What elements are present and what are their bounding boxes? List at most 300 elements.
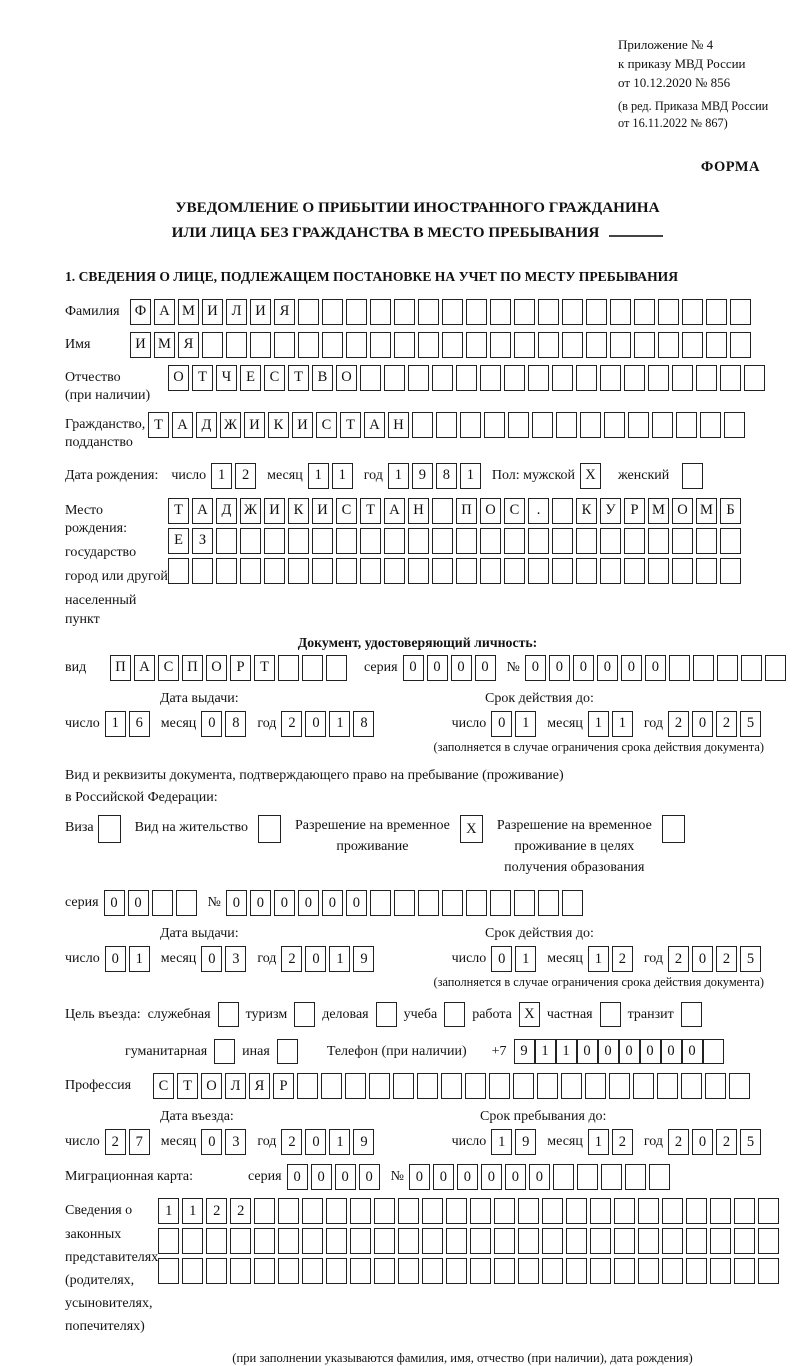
char-box[interactable]: 0 [250, 890, 271, 916]
char-box[interactable]: 0 [335, 1164, 356, 1190]
char-box[interactable]: 2 [281, 946, 302, 972]
char-box[interactable]: 5 [740, 1129, 761, 1155]
char-box[interactable] [298, 299, 319, 325]
char-box[interactable]: 6 [129, 711, 150, 737]
char-box[interactable] [706, 332, 727, 358]
char-box[interactable] [176, 890, 197, 916]
char-box[interactable] [312, 558, 333, 584]
char-box[interactable]: Р [273, 1073, 294, 1099]
char-box[interactable]: 0 [481, 1164, 502, 1190]
char-box[interactable] [374, 1258, 395, 1284]
char-box[interactable]: 0 [305, 1129, 326, 1155]
char-box[interactable]: Б [720, 498, 741, 524]
char-box[interactable] [681, 1002, 702, 1027]
char-box[interactable]: Д [216, 498, 237, 524]
char-box[interactable]: А [154, 299, 175, 325]
char-box[interactable]: 0 [692, 1129, 713, 1155]
char-box[interactable] [562, 299, 583, 325]
char-box[interactable] [566, 1228, 587, 1254]
char-box[interactable] [662, 1228, 683, 1254]
char-box[interactable] [168, 558, 189, 584]
char-box[interactable]: Ф [130, 299, 151, 325]
char-box[interactable] [369, 1073, 390, 1099]
char-box[interactable]: 1 [460, 463, 481, 489]
char-box[interactable] [706, 299, 727, 325]
char-box[interactable]: Т [360, 498, 381, 524]
char-box[interactable]: 1 [612, 711, 633, 737]
char-box[interactable] [216, 558, 237, 584]
char-box[interactable] [669, 655, 690, 681]
char-box[interactable] [278, 1228, 299, 1254]
char-box[interactable]: Р [624, 498, 645, 524]
char-box[interactable] [360, 558, 381, 584]
char-box[interactable] [693, 655, 714, 681]
char-box[interactable] [638, 1198, 659, 1224]
char-box[interactable] [336, 558, 357, 584]
char-box[interactable]: А [192, 498, 213, 524]
char-box[interactable]: Я [249, 1073, 270, 1099]
char-box[interactable] [470, 1258, 491, 1284]
char-box[interactable] [672, 365, 693, 391]
char-box[interactable] [489, 1073, 510, 1099]
char-box[interactable]: 1 [535, 1039, 556, 1064]
char-box[interactable] [532, 412, 553, 438]
char-box[interactable]: 0 [645, 655, 666, 681]
char-box[interactable] [418, 299, 439, 325]
char-box[interactable]: 0 [409, 1164, 430, 1190]
char-box[interactable] [274, 332, 295, 358]
char-box[interactable] [633, 1073, 654, 1099]
char-box[interactable] [538, 890, 559, 916]
char-box[interactable] [417, 1073, 438, 1099]
char-box[interactable] [442, 332, 463, 358]
char-box[interactable] [624, 365, 645, 391]
char-box[interactable] [553, 1164, 574, 1190]
char-box[interactable]: 1 [105, 711, 126, 737]
char-box[interactable]: Я [274, 299, 295, 325]
char-box[interactable] [384, 558, 405, 584]
char-box[interactable]: 0 [692, 946, 713, 972]
char-box[interactable]: 2 [668, 946, 689, 972]
char-box[interactable]: 9 [353, 946, 374, 972]
char-box[interactable] [494, 1198, 515, 1224]
char-box[interactable] [586, 332, 607, 358]
char-box[interactable] [254, 1228, 275, 1254]
char-box[interactable] [436, 412, 457, 438]
char-box[interactable] [494, 1228, 515, 1254]
char-box[interactable]: С [153, 1073, 174, 1099]
char-box[interactable] [240, 558, 261, 584]
char-box[interactable] [480, 558, 501, 584]
char-box[interactable] [408, 558, 429, 584]
char-box[interactable] [278, 1198, 299, 1224]
char-box[interactable]: 1 [329, 1129, 350, 1155]
char-box[interactable] [490, 299, 511, 325]
char-box[interactable] [576, 528, 597, 554]
char-box[interactable] [552, 365, 573, 391]
char-box[interactable] [528, 365, 549, 391]
char-box[interactable] [730, 299, 751, 325]
char-box[interactable] [649, 1164, 670, 1190]
char-box[interactable] [734, 1198, 755, 1224]
char-box[interactable]: 0 [661, 1039, 682, 1064]
char-box[interactable]: 0 [346, 890, 367, 916]
char-box[interactable] [710, 1228, 731, 1254]
char-box[interactable] [514, 299, 535, 325]
char-box[interactable]: А [172, 412, 193, 438]
char-box[interactable] [580, 412, 601, 438]
char-box[interactable]: П [110, 655, 131, 681]
char-box[interactable]: 8 [225, 711, 246, 737]
char-box[interactable]: О [336, 365, 357, 391]
char-box[interactable]: . [528, 498, 549, 524]
char-box[interactable] [508, 412, 529, 438]
char-box[interactable] [460, 412, 481, 438]
char-box[interactable] [302, 1198, 323, 1224]
char-box[interactable]: 0 [201, 711, 222, 737]
char-box[interactable] [676, 412, 697, 438]
char-box[interactable] [624, 558, 645, 584]
char-box[interactable]: 0 [451, 655, 472, 681]
char-box[interactable]: 8 [353, 711, 374, 737]
char-box[interactable]: 0 [311, 1164, 332, 1190]
char-box[interactable]: 0 [525, 655, 546, 681]
char-box[interactable]: П [182, 655, 203, 681]
char-box[interactable]: 2 [716, 946, 737, 972]
char-box[interactable] [278, 1258, 299, 1284]
char-box[interactable] [322, 332, 343, 358]
char-box[interactable] [254, 1258, 275, 1284]
char-box[interactable]: 0 [322, 890, 343, 916]
char-box[interactable]: 3 [225, 1129, 246, 1155]
char-box[interactable] [360, 365, 381, 391]
char-box[interactable]: С [316, 412, 337, 438]
char-box[interactable]: И [292, 412, 313, 438]
char-box[interactable]: И [244, 412, 265, 438]
char-box[interactable]: 0 [505, 1164, 526, 1190]
char-box[interactable] [158, 1258, 179, 1284]
char-box[interactable] [696, 365, 717, 391]
char-box[interactable]: А [384, 498, 405, 524]
char-box[interactable] [734, 1258, 755, 1284]
char-box[interactable] [254, 1198, 275, 1224]
char-box[interactable] [734, 1228, 755, 1254]
char-box[interactable] [322, 299, 343, 325]
char-box[interactable] [446, 1228, 467, 1254]
char-box[interactable] [258, 815, 281, 843]
char-box[interactable] [466, 890, 487, 916]
char-box[interactable]: 0 [201, 1129, 222, 1155]
char-box[interactable] [470, 1198, 491, 1224]
char-box[interactable] [638, 1258, 659, 1284]
char-box[interactable]: С [264, 365, 285, 391]
char-box[interactable] [561, 1073, 582, 1099]
char-box[interactable] [562, 890, 583, 916]
char-box[interactable] [394, 299, 415, 325]
char-box[interactable]: 1 [388, 463, 409, 489]
char-box[interactable] [98, 815, 121, 843]
char-box[interactable] [758, 1258, 779, 1284]
char-box[interactable] [686, 1228, 707, 1254]
char-box[interactable] [298, 332, 319, 358]
char-box[interactable]: М [178, 299, 199, 325]
char-box[interactable] [724, 412, 745, 438]
char-box[interactable] [609, 1073, 630, 1099]
char-box[interactable] [504, 558, 525, 584]
char-box[interactable] [408, 528, 429, 554]
char-box[interactable] [264, 558, 285, 584]
char-box[interactable] [614, 1228, 635, 1254]
char-box[interactable] [586, 299, 607, 325]
char-box[interactable] [638, 1228, 659, 1254]
char-box[interactable] [345, 1073, 366, 1099]
char-box[interactable] [657, 1073, 678, 1099]
char-box[interactable] [360, 528, 381, 554]
char-box[interactable]: Д [196, 412, 217, 438]
char-box[interactable] [484, 412, 505, 438]
char-box[interactable]: Н [408, 498, 429, 524]
char-box[interactable] [302, 1228, 323, 1254]
char-box[interactable] [456, 528, 477, 554]
char-box[interactable] [432, 498, 453, 524]
char-box[interactable]: X [460, 815, 483, 843]
char-box[interactable]: 0 [359, 1164, 380, 1190]
char-box[interactable]: О [206, 655, 227, 681]
char-box[interactable] [705, 1073, 726, 1099]
char-box[interactable] [442, 299, 463, 325]
char-box[interactable] [624, 528, 645, 554]
char-box[interactable]: 0 [491, 711, 512, 737]
char-box[interactable] [350, 1258, 371, 1284]
char-box[interactable]: С [158, 655, 179, 681]
char-box[interactable] [552, 498, 573, 524]
char-box[interactable] [226, 332, 247, 358]
char-box[interactable] [393, 1073, 414, 1099]
char-box[interactable] [590, 1198, 611, 1224]
char-box[interactable]: 1 [515, 946, 536, 972]
char-box[interactable] [297, 1073, 318, 1099]
char-box[interactable] [662, 1198, 683, 1224]
char-box[interactable] [628, 412, 649, 438]
char-box[interactable] [576, 558, 597, 584]
char-box[interactable] [398, 1258, 419, 1284]
char-box[interactable]: У [600, 498, 621, 524]
char-box[interactable]: 1 [588, 946, 609, 972]
char-box[interactable] [672, 528, 693, 554]
char-box[interactable] [720, 365, 741, 391]
char-box[interactable] [700, 412, 721, 438]
char-box[interactable] [302, 1258, 323, 1284]
char-box[interactable] [566, 1258, 587, 1284]
char-box[interactable] [394, 890, 415, 916]
char-box[interactable]: В [312, 365, 333, 391]
char-box[interactable] [730, 332, 751, 358]
char-box[interactable] [350, 1198, 371, 1224]
char-box[interactable]: 1 [332, 463, 353, 489]
char-box[interactable]: 0 [475, 655, 496, 681]
char-box[interactable]: 0 [491, 946, 512, 972]
char-box[interactable] [556, 412, 577, 438]
char-box[interactable]: Р [230, 655, 251, 681]
char-box[interactable] [370, 332, 391, 358]
char-box[interactable] [696, 558, 717, 584]
char-box[interactable] [686, 1258, 707, 1284]
char-box[interactable]: 2 [235, 463, 256, 489]
char-box[interactable] [590, 1258, 611, 1284]
char-box[interactable] [422, 1198, 443, 1224]
char-box[interactable]: 0 [549, 655, 570, 681]
char-box[interactable] [682, 463, 703, 489]
char-box[interactable] [576, 365, 597, 391]
char-box[interactable] [444, 1002, 465, 1027]
char-box[interactable]: 2 [612, 946, 633, 972]
char-box[interactable] [456, 365, 477, 391]
char-box[interactable] [614, 1198, 635, 1224]
char-box[interactable] [634, 299, 655, 325]
char-box[interactable] [600, 365, 621, 391]
char-box[interactable] [528, 528, 549, 554]
char-box[interactable]: 5 [740, 946, 761, 972]
char-box[interactable]: И [202, 299, 223, 325]
char-box[interactable]: 1 [515, 711, 536, 737]
char-box[interactable]: Т [254, 655, 275, 681]
char-box[interactable] [710, 1198, 731, 1224]
char-box[interactable] [182, 1228, 203, 1254]
char-box[interactable]: 0 [640, 1039, 661, 1064]
char-box[interactable] [288, 558, 309, 584]
char-box[interactable]: 0 [433, 1164, 454, 1190]
char-box[interactable] [230, 1228, 251, 1254]
char-box[interactable] [264, 528, 285, 554]
char-box[interactable]: Т [340, 412, 361, 438]
char-box[interactable] [432, 558, 453, 584]
char-box[interactable] [662, 1258, 683, 1284]
char-box[interactable] [648, 558, 669, 584]
char-box[interactable] [446, 1258, 467, 1284]
char-box[interactable] [240, 528, 261, 554]
char-box[interactable] [610, 332, 631, 358]
char-box[interactable] [542, 1198, 563, 1224]
char-box[interactable] [681, 1073, 702, 1099]
char-box[interactable]: 2 [716, 1129, 737, 1155]
char-box[interactable]: П [456, 498, 477, 524]
char-box[interactable] [610, 299, 631, 325]
char-box[interactable] [686, 1198, 707, 1224]
char-box[interactable]: 2 [105, 1129, 126, 1155]
char-box[interactable]: 0 [305, 711, 326, 737]
char-box[interactable] [398, 1228, 419, 1254]
char-box[interactable]: 0 [573, 655, 594, 681]
char-box[interactable]: И [130, 332, 151, 358]
char-box[interactable]: 0 [427, 655, 448, 681]
char-box[interactable] [490, 332, 511, 358]
char-box[interactable] [230, 1258, 251, 1284]
char-box[interactable]: Н [388, 412, 409, 438]
char-box[interactable] [384, 528, 405, 554]
char-box[interactable]: С [336, 498, 357, 524]
char-box[interactable] [192, 558, 213, 584]
char-box[interactable] [216, 528, 237, 554]
char-box[interactable] [538, 299, 559, 325]
char-box[interactable] [614, 1258, 635, 1284]
char-box[interactable]: О [201, 1073, 222, 1099]
char-box[interactable]: 0 [305, 946, 326, 972]
char-box[interactable] [398, 1198, 419, 1224]
char-box[interactable]: X [519, 1002, 540, 1027]
char-box[interactable] [717, 655, 738, 681]
char-box[interactable]: Ч [216, 365, 237, 391]
char-box[interactable] [326, 1198, 347, 1224]
char-box[interactable] [542, 1258, 563, 1284]
char-box[interactable]: 8 [436, 463, 457, 489]
char-box[interactable]: 0 [201, 946, 222, 972]
char-box[interactable] [294, 1002, 315, 1027]
char-box[interactable]: 0 [226, 890, 247, 916]
char-box[interactable] [480, 365, 501, 391]
char-box[interactable] [514, 332, 535, 358]
char-box[interactable]: 0 [128, 890, 149, 916]
char-box[interactable] [422, 1228, 443, 1254]
char-box[interactable] [577, 1164, 598, 1190]
char-box[interactable]: 0 [577, 1039, 598, 1064]
char-box[interactable] [312, 528, 333, 554]
char-box[interactable]: Т [177, 1073, 198, 1099]
char-box[interactable] [720, 528, 741, 554]
char-box[interactable]: 0 [104, 890, 125, 916]
char-box[interactable] [446, 1198, 467, 1224]
char-box[interactable]: 0 [529, 1164, 550, 1190]
char-box[interactable]: 1 [158, 1198, 179, 1224]
char-box[interactable] [321, 1073, 342, 1099]
char-box[interactable]: 1 [308, 463, 329, 489]
char-box[interactable] [604, 412, 625, 438]
char-box[interactable]: З [192, 528, 213, 554]
char-box[interactable] [326, 655, 347, 681]
char-box[interactable] [658, 332, 679, 358]
char-box[interactable]: М [696, 498, 717, 524]
char-box[interactable] [336, 528, 357, 554]
char-box[interactable]: М [154, 332, 175, 358]
char-box[interactable] [710, 1258, 731, 1284]
char-box[interactable] [302, 655, 323, 681]
char-box[interactable]: К [288, 498, 309, 524]
char-box[interactable] [703, 1039, 724, 1064]
char-box[interactable]: А [134, 655, 155, 681]
char-box[interactable]: Ж [240, 498, 261, 524]
char-box[interactable] [490, 890, 511, 916]
char-box[interactable] [394, 332, 415, 358]
char-box[interactable]: Е [240, 365, 261, 391]
char-box[interactable]: 0 [298, 890, 319, 916]
char-box[interactable]: 2 [281, 1129, 302, 1155]
char-box[interactable]: Т [168, 498, 189, 524]
char-box[interactable]: Я [178, 332, 199, 358]
char-box[interactable]: 2 [668, 1129, 689, 1155]
char-box[interactable]: 0 [105, 946, 126, 972]
char-box[interactable]: К [268, 412, 289, 438]
char-box[interactable] [250, 332, 271, 358]
char-box[interactable] [514, 890, 535, 916]
char-box[interactable]: Е [168, 528, 189, 554]
char-box[interactable] [729, 1073, 750, 1099]
char-box[interactable]: Л [225, 1073, 246, 1099]
char-box[interactable]: И [250, 299, 271, 325]
char-box[interactable] [466, 299, 487, 325]
char-box[interactable]: М [648, 498, 669, 524]
char-box[interactable]: 1 [211, 463, 232, 489]
char-box[interactable] [277, 1039, 298, 1064]
char-box[interactable]: 0 [598, 1039, 619, 1064]
